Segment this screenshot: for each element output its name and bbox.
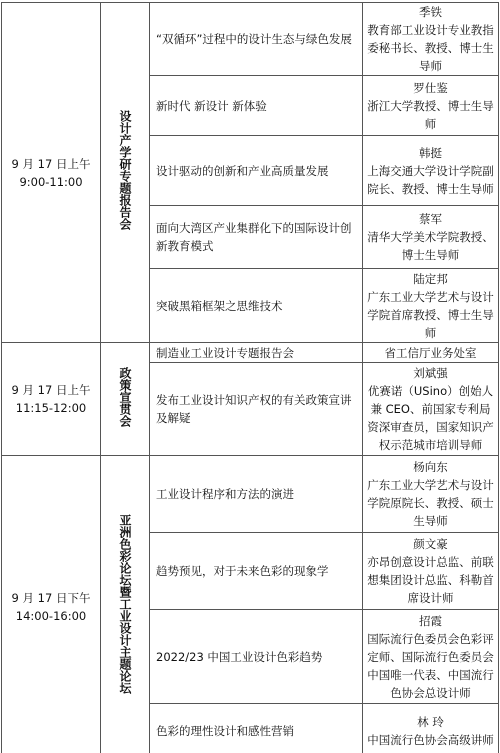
speaker-name: 季铁 (419, 5, 442, 19)
speaker-credentials: 省工信厅业务处室 (384, 345, 477, 360)
speaker-name: 刘斌强 (413, 366, 448, 380)
speaker-cell (363, 363, 499, 456)
session-date: 9 月 17 日上午 (11, 383, 91, 397)
speaker-credentials: 广东工业大学艺术与设计学院首席教授、博士生导师 (367, 289, 494, 340)
topic-cell: 突破黑箱框架之思维技术 (150, 269, 363, 343)
speaker-credentials: 上海交通大学设计学院副院长、教授、博士生导师 (367, 163, 494, 196)
topic-cell: 制造业工业设计专题报告会 (150, 343, 363, 363)
speaker-name: 韩挺 (419, 145, 442, 160)
topic-cell: 工业设计程序和方法的演进 (150, 456, 363, 533)
topic-cell: 发布工业设计知识产权的有关政策宣讲及解疑 (150, 363, 363, 456)
table-row (2, 343, 499, 363)
topic-cell: 设计驱动的创新和产业高质量发展 (150, 136, 363, 206)
speaker-cell (363, 533, 499, 610)
session-date: 9 月 17 日上午 (11, 156, 91, 171)
table-row (2, 3, 499, 76)
session-time-cell (2, 456, 101, 753)
speaker-name: 陆定邦 (413, 271, 448, 286)
speaker-cell (363, 610, 499, 704)
session-title: 亚洲色彩论坛暨工业设计主题论坛 (118, 514, 132, 694)
topic-cell: 2022/23 中国工业设计色彩趋势 (150, 610, 363, 704)
table-row (2, 456, 499, 533)
topic-cell: 面向大湾区产业集群化下的国际设计创新教育模式 (150, 206, 363, 269)
topic-cell: 色彩的理性设计和感性营销 (150, 704, 363, 753)
session-date: 9 月 17 日下午 (11, 590, 91, 605)
speaker-cell (363, 343, 499, 363)
speaker-credentials: 国际流行色委员会色彩评定师、国际流行色委员会中国唯一代表、中国流行色协会总设计师 (367, 631, 494, 700)
speaker-name: 杨向东 (413, 460, 448, 474)
session-title: 政策宣贯会 (118, 366, 132, 427)
session-title: 设计产学研专题报告会 (118, 110, 132, 230)
session-time-cell (2, 3, 101, 343)
speaker-name: 招霞 (419, 613, 442, 628)
speaker-cell (363, 76, 499, 136)
speaker-credentials: 中国流行色协会高级讲师 (367, 732, 494, 747)
speaker-credentials: 优赛诺（USino）创始人兼 CEO、前国家专利局资深审查员，国家知识产权示范城市培训导师 (367, 384, 494, 452)
session-time-cell (2, 343, 101, 456)
topic-cell: “双循环”过程中的设计生态与绿色发展 (150, 3, 363, 76)
session-title-cell (101, 456, 150, 753)
speaker-name: 林 玲 (417, 714, 444, 729)
speaker-cell (363, 269, 499, 343)
speaker-credentials: 浙江大学教授、博士生导师 (367, 98, 494, 131)
speaker-cell (363, 3, 499, 76)
session-hours: 14:00-16:00 (15, 608, 87, 623)
speaker-cell (363, 456, 499, 533)
speaker-credentials: 广东工业大学艺术与设计学院原院长、教授、硕士生导师 (367, 478, 494, 528)
speaker-credentials: 清华大学美术学院教授、博士生导师 (367, 230, 494, 262)
session-title-cell (101, 343, 150, 456)
session-hours: 11:15-12:00 (15, 401, 87, 415)
speaker-name: 蔡军 (419, 212, 442, 226)
speaker-credentials: 亦昂创意设计总监、前联想集团设计总监、科勒首席设计师 (367, 555, 494, 605)
session-title-cell (101, 3, 150, 343)
speaker-credentials: 教育部工业设计专业教指委秘书长、教授、博士生导师 (367, 23, 494, 73)
topic-cell: 新时代 新设计 新体验 (150, 76, 363, 136)
session-hours: 9:00-11:00 (19, 174, 83, 189)
speaker-cell (363, 136, 499, 206)
schedule-table (1, 2, 499, 753)
topic-cell: 趋势预见，对于未来色彩的现象学 (150, 533, 363, 610)
speaker-cell (363, 704, 499, 753)
speaker-name: 颜文豪 (413, 537, 448, 551)
speaker-cell (363, 206, 499, 269)
speaker-name: 罗仕鉴 (413, 80, 448, 95)
